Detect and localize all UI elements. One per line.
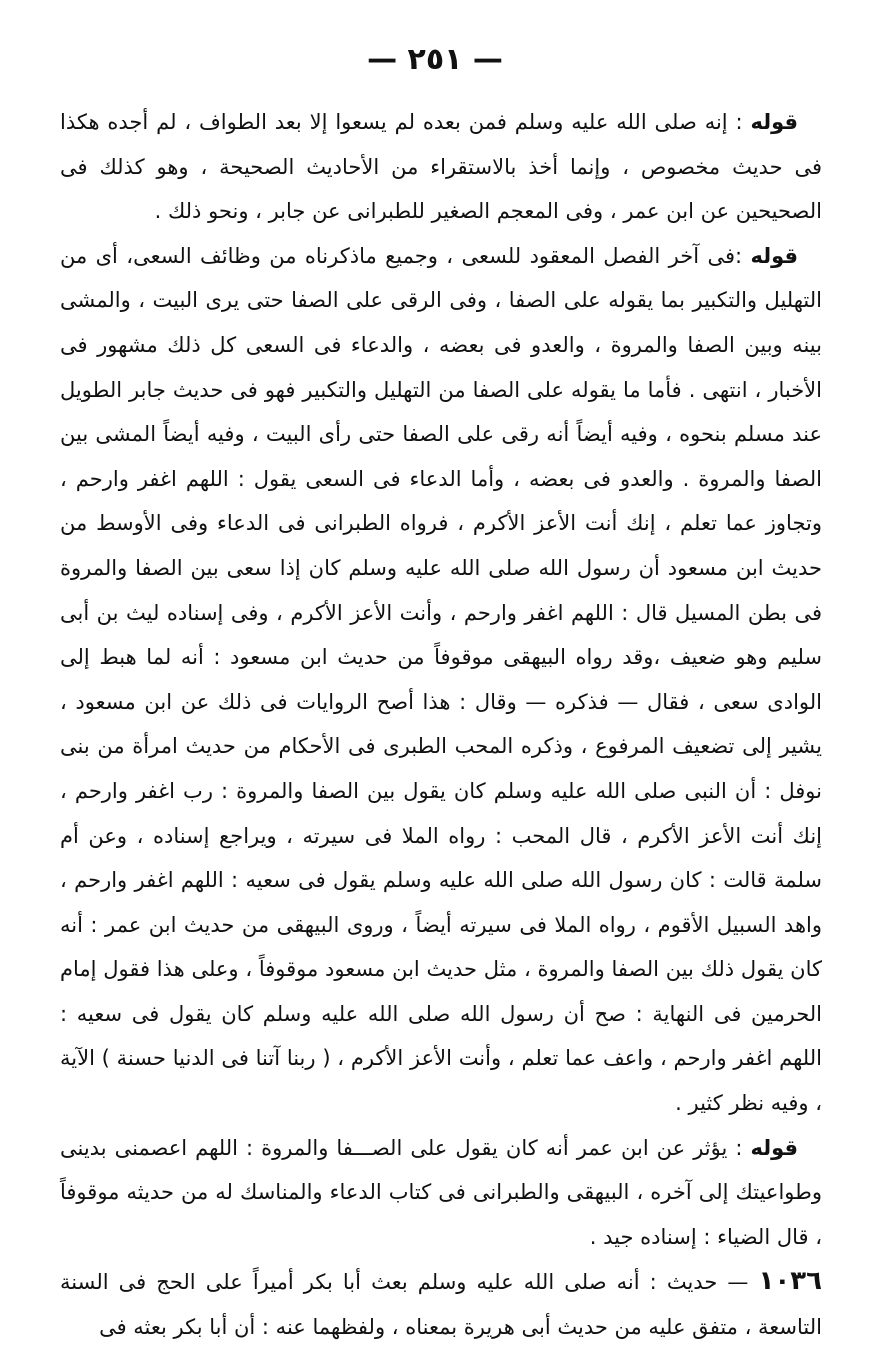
paragraph-3: [60, 1126, 822, 1260]
paragraph-1-lead: قوله: [750, 110, 798, 134]
paragraph-3-lead: قوله: [750, 1135, 798, 1160]
hadith-number: ١٠٣٦: [758, 1266, 822, 1297]
paragraph-4-text: — حديث : أنه صلى الله عليه وسلم بعث أبا بكر أميراً على الحج فى السنة التاسعة ، متفق عليه من حديث أبى هريرة بمعناه ، ولفظهما عنه : أن أبا بكر بعثه فى: [60, 1270, 822, 1340]
paragraph-1-text: : إنه صلى الله عليه وسلم فمن بعده لم يسعوا إلا بعد الطواف ، لم أجده هكذا فى حديث مخصوص ، وإنما أخذ بالاستقراء من الأحاديث الصحيحة ، وهو كذلك فى الصحيحين عن ابن عمر ، وفى المعجم الصغير للطبرانى عن جابر ، ونحو ذلك .: [60, 110, 822, 224]
paragraph-4: [60, 1259, 822, 1349]
page-text-body: [60, 100, 822, 1350]
paragraph-2: [60, 234, 822, 1126]
paragraph-1: [60, 100, 822, 234]
paragraph-3-text: : يؤثر عن ابن عمر أنه كان يقول على الصـــفا والمروة : اللهم اعصمنى بدينى وطواعيتك إلى آخره ، البيهقى والطبرانى فى كتاب الدعاء والمناسك له من حديثه موقوفاً ، قال الضياء : إسناده جيد .: [60, 1135, 822, 1249]
page-number: — ٢٥١ —: [367, 42, 503, 77]
paragraph-2-lead: قوله: [750, 243, 798, 268]
paragraph-2-text: :فى آخر الفصل المعقود للسعى ، وجميع ماذكرناه من وظائف السعى، أى من التهليل والتكبير بما يقوله على الصفا ، وفى الرقى على الصفا حتى يرى البيت ، والمشى بينه وبين الصفا والمروة ، والعدو فى بعضه ، والدعاء فى السعى كل ذلك مشهور فى الأخبار ، انتهى . فأما ما يقوله على الصفا من التهليل والتكبير فهو فى حديث جابر الطويل عند مسلم بنحوه ، وفيه أيضاً أنه رقى على الصفا حتى رأى البيت ، وفيه أيضاً المشى بين الصفا والمروة . والعدو فى بعضه ، وأما الدعاء فى السعى يقول : اللهم اغفر وارحم ، وتجاوز عما تعلم ، إنك أنت الأعز الأكرم ، فرواه الطبرانى فى الدعاء وفى الأوسط من حديث ابن مسعود أن رسول الله صلى الله عليه وسلم كان إذا سعى بين الصفا والمروة فى بطن المسيل قال : اللهم اغفر وارحم ، وأنت الأعز الأكرم ، وفى إسناده ليث بن أبى سليم وهو ضعيف ،وقد رواه البيهقى موقوفاً من حديث ابن مسعود : أنه لما هبط إلى الوادى سعى ، فقال — فذكره — وقال : هذا أصح الروايات فى ذلك عن ابن مسعود ، يشير إلى تضعيف المرفوع ، وذكره المحب الطبرى فى الأحكام من حديث امرأة من بنى نوفل : أن النبى صلى الله عليه وسلم كان يقول بين الصفا والمروة : رب اغفر وارحم ، إنك أنت الأعز الأكرم ، قال المحب : رواه الملا فى سيرته ، ويراجع إسناده ، وعن أم سلمة قالت : كان رسول الله صلى الله عليه وسلم يقول فى سعيه : اللهم اغفر وارحم ، واهد السبيل الأقوم ، رواه الملا فى سيرته أيضاً ، وروى البيهقى من حديث ابن عمر : أنه كان يقول ذلك بين الصفا والمروة ، مثل حديث ابن مسعود موقوفاً ، وعلى هذا فقول إمام الحرمين فى النهاية : صح أن رسول الله صلى الله عليه وسلم كان يقول فى سعيه : اللهم اغفر وارحم ، واعف عما تعلم ، وأنت الأعز الأكرم ، ( ربنا آتنا فى الدنيا حسنة ) الآية ، وفيه نظر كثير .: [60, 243, 822, 1116]
